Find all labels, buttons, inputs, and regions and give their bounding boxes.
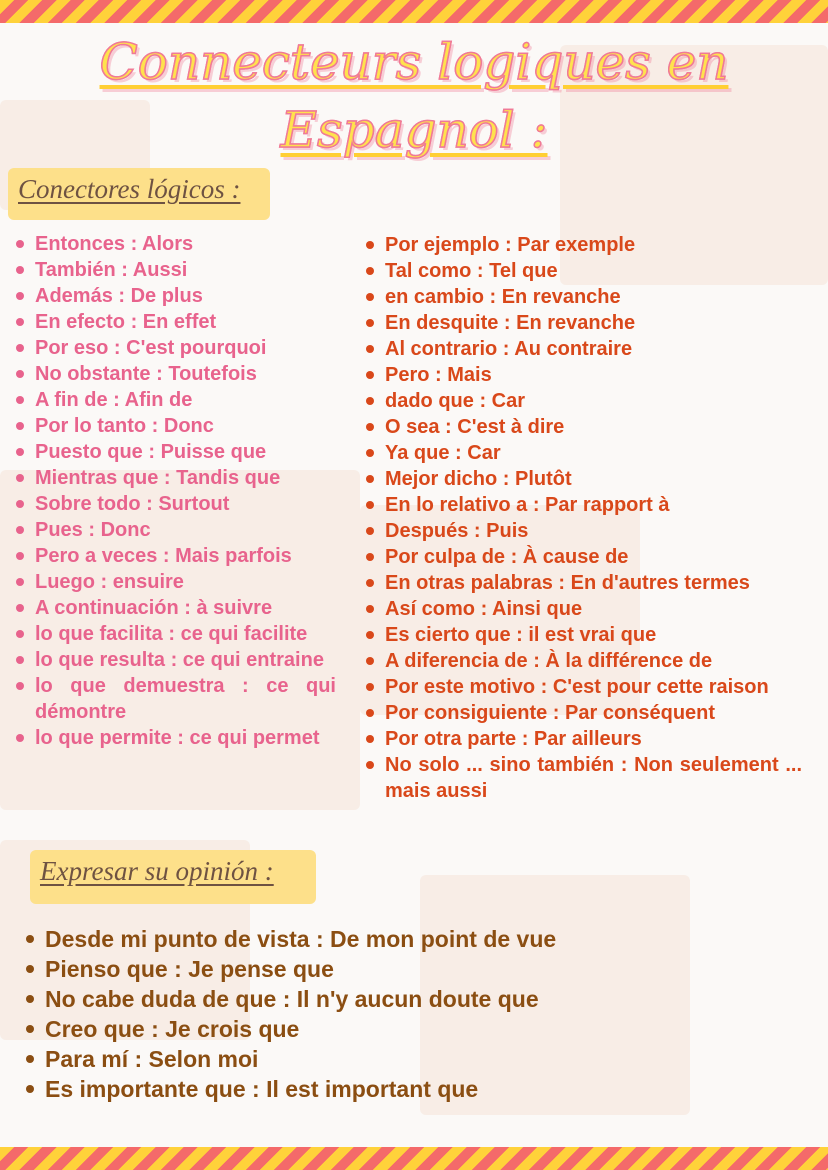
list-item: Por consiguiente : Par conséquent xyxy=(366,700,802,726)
connectors-section-label: Conectores lógicos : xyxy=(8,168,270,220)
list-item: O sea : C'est à dire xyxy=(366,414,802,440)
list-item: Luego : ensuire xyxy=(16,569,336,595)
list-item: Desde mi punto de vista : De mon point de vue xyxy=(26,924,746,954)
list-item: Por otra parte : Par ailleurs xyxy=(366,726,802,752)
connectors-right-list xyxy=(366,232,802,804)
list-item: Mejor dicho : Plutôt xyxy=(366,466,802,492)
opinion-list xyxy=(26,924,746,1104)
list-item: Creo que : Je crois que xyxy=(26,1014,746,1044)
list-item: en cambio : En revanche xyxy=(366,284,802,310)
list-item: Por este motivo : C'est pour cette raison xyxy=(366,674,802,700)
list-item: No solo ... sino también : Non seulement ... mais aussi xyxy=(366,752,802,804)
page-title-text: Connecteurs logiques en xyxy=(99,33,729,91)
list-item: En otras palabras : En d'autres termes xyxy=(366,570,802,596)
top-stripe-border xyxy=(0,0,828,23)
list-item: También : Aussi xyxy=(16,257,336,283)
list-item: dado que : Car xyxy=(366,388,802,414)
opinion-section-label: Expresar su opinión : xyxy=(30,850,316,904)
list-item: lo que facilita : ce qui facilite xyxy=(16,621,336,647)
list-item: Al contrario : Au contraire xyxy=(366,336,802,362)
list-item: A diferencia de : À la différence de xyxy=(366,648,802,674)
list-item: Mientras que : Tandis que xyxy=(16,465,336,491)
list-item: lo que permite : ce qui permet xyxy=(16,725,336,751)
list-item: Pero a veces : Mais parfois xyxy=(16,543,336,569)
list-item: Para mí : Selon moi xyxy=(26,1044,746,1074)
list-item: En desquite : En revanche xyxy=(366,310,802,336)
list-item: Después : Puis xyxy=(366,518,802,544)
list-item: Por lo tanto : Donc xyxy=(16,413,336,439)
list-item: Pues : Donc xyxy=(16,517,336,543)
list-item: Entonces : Alors xyxy=(16,231,336,257)
list-item: No cabe duda de que : Il n'y aucun doute que xyxy=(26,984,746,1014)
list-item: No obstante : Toutefois xyxy=(16,361,336,387)
list-item: Por ejemplo : Par exemple xyxy=(366,232,802,258)
list-item: lo que resulta : ce qui entraine xyxy=(16,647,336,673)
list-item: lo que demuestra : ce qui démontre xyxy=(16,673,336,725)
list-item: Por eso : C'est pourquoi xyxy=(16,335,336,361)
connectors-left-list xyxy=(16,231,336,751)
page-subtitle-text: Espagnol : xyxy=(280,101,548,159)
list-item: En lo relativo a : Par rapport à xyxy=(366,492,802,518)
list-item: Pienso que : Je pense que xyxy=(26,954,746,984)
page-title-line1 xyxy=(0,32,828,92)
list-item: En efecto : En effet xyxy=(16,309,336,335)
list-item: Es cierto que : il est vrai que xyxy=(366,622,802,648)
list-item: Ya que : Car xyxy=(366,440,802,466)
list-item: Puesto que : Puisse que xyxy=(16,439,336,465)
list-item: Por culpa de : À cause de xyxy=(366,544,802,570)
page-title-line2 xyxy=(0,100,828,160)
list-item: Es importante que : Il est important que xyxy=(26,1074,746,1104)
list-item: Además : De plus xyxy=(16,283,336,309)
list-item: Pero : Mais xyxy=(366,362,802,388)
list-item: Tal como : Tel que xyxy=(366,258,802,284)
bottom-stripe-border xyxy=(0,1147,828,1170)
list-item: Sobre todo : Surtout xyxy=(16,491,336,517)
list-item: Así como : Ainsi que xyxy=(366,596,802,622)
list-item: A continuación : à suivre xyxy=(16,595,336,621)
list-item: A fin de : Afin de xyxy=(16,387,336,413)
